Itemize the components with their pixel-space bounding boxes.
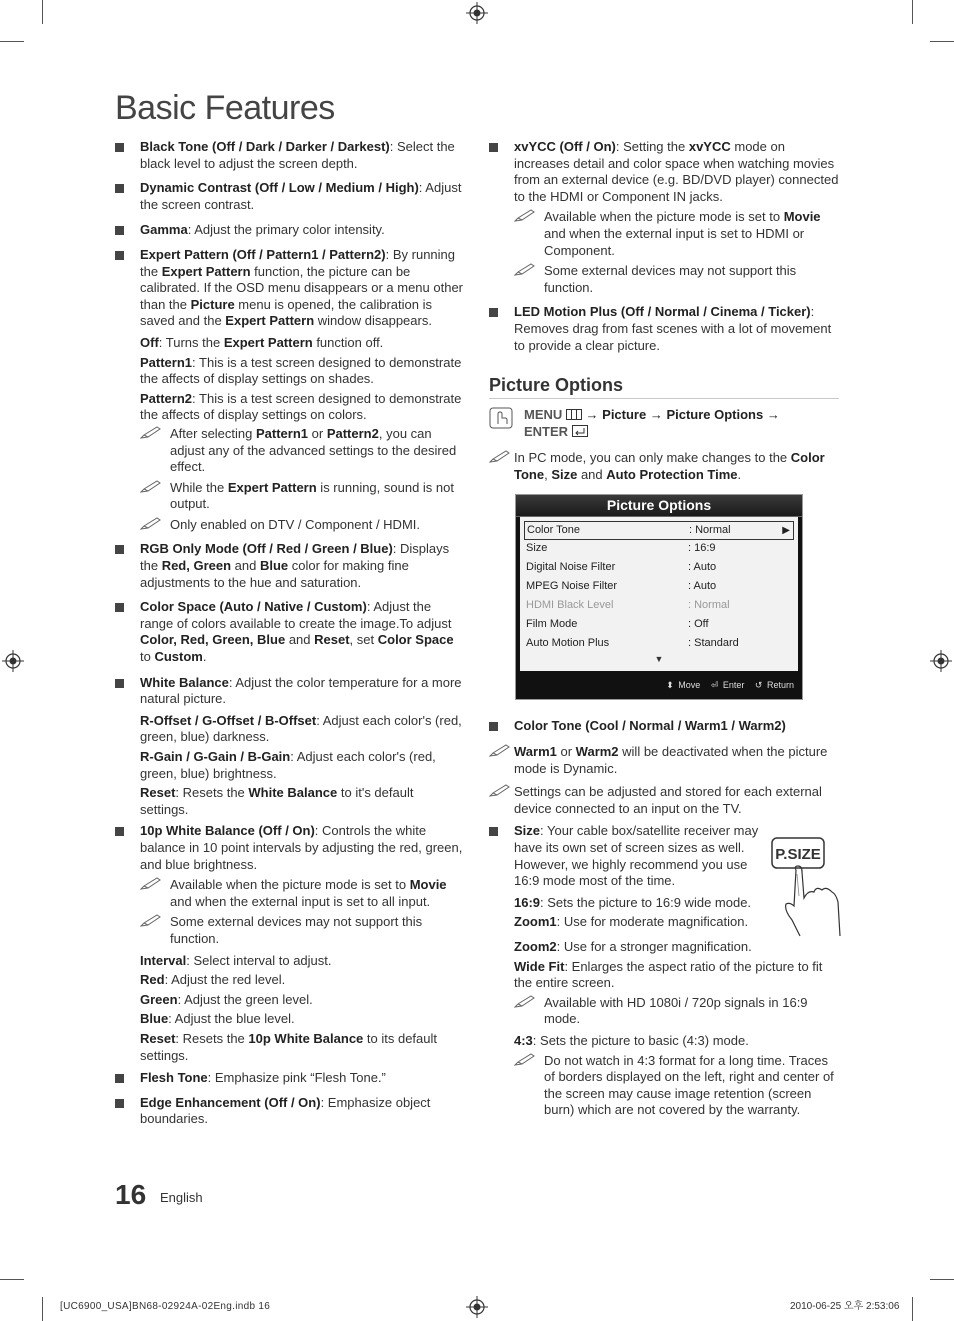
sub-item: R-Offset / G-Offset / B-Offset: Adjust each color's (red, green, blue) darkness. <box>140 712 462 745</box>
sub-item: Pattern2: This is a test screen designed to demonstrate the affects of display settings on colors. <box>140 390 462 423</box>
page-language: English <box>160 1190 203 1205</box>
sub-item: R-Gain / G-Gain / B-Gain: Adjust each color's (red, green, blue) brightness. <box>140 749 436 781</box>
osd-picture-options <box>515 494 803 700</box>
note-pencil-icon <box>514 1053 536 1067</box>
registration-mark-icon <box>466 1296 488 1318</box>
crop-mark <box>0 41 24 42</box>
note: Available when the picture mode is set to Movie and when the external input is set to all input. <box>115 877 465 910</box>
note: After selecting Pattern1 or Pattern2, you can adjust any of the advanced settings to the desired effect. <box>115 426 465 476</box>
sub-item: Zoom2: Use for a stronger magnification. <box>514 939 752 955</box>
right-column <box>489 139 839 1123</box>
menu-icon <box>566 409 582 420</box>
scroll-down-arrow-icon[interactable]: ▼ <box>654 653 664 664</box>
section-title: Picture Options <box>489 374 839 399</box>
list-item: xvYCC (Off / On): Setting the xvYCC mode on increases detail and color space when watching movies from an external device (e.g. BD/DVD player) connected to the HDMI or Component IN jacks. <box>489 139 839 205</box>
list-item: Dynamic Contrast (Off / Low / Medium / High): Adjust the screen contrast. <box>115 180 465 213</box>
sub-item: Off: Turns the Expert Pattern function off. <box>140 334 384 350</box>
note: Do not watch in 4:3 format for a long time. Traces of borders displayed on the left, right and center of the screen may cause image retention (screen burn) which are not covered by the warranty. <box>489 1053 839 1119</box>
crop-mark <box>930 41 954 42</box>
list-item: Black Tone (Off / Dark / Darker / Darkest): Select the black level to adjust the screen depth. <box>115 139 465 172</box>
list-item: RGB Only Mode (Off / Red / Green / Blue): Displays the Red, Green and Blue color for making fine adjustments to the hue and saturation. <box>115 541 465 591</box>
note-pencil-icon <box>489 784 511 798</box>
timestamp: 2010-06-25 오후 2:53:06 <box>790 1301 900 1312</box>
osd-row-auto-motion-plus[interactable]: Auto Motion Plus : Standard <box>526 636 739 649</box>
osd-title: Picture Options <box>516 495 802 517</box>
registration-mark-icon <box>466 2 488 24</box>
list-item: Expert Pattern (Off / Pattern1 / Pattern2): By running the Expert Pattern function, the picture can be calibrated. If the OSD menu disappears or a menu other than the Picture menu is opened, the calibration is saved and the Expert Pattern window disappears. <box>115 247 465 330</box>
note: Some external devices may not support this function. <box>489 263 839 296</box>
crop-mark <box>42 0 43 24</box>
sub-item: Blue: Adjust the blue level. <box>140 1011 295 1027</box>
note-pencil-icon <box>140 877 162 891</box>
registration-mark-icon <box>930 650 952 672</box>
crop-mark <box>912 1297 913 1321</box>
note: Only enabled on DTV / Component / HDMI. <box>115 517 465 534</box>
note: Warm1 or Warm2 will be deactivated when the picture mode is Dynamic. <box>489 744 839 777</box>
note: While the Expert Pattern is running, sound is not output. <box>115 480 465 513</box>
menu-path: MENU → Picture → Picture Options → ENTER <box>489 407 839 440</box>
crop-mark <box>42 1297 43 1321</box>
osd-row-color-tone[interactable]: Color Tone : Normal ▶ <box>524 521 794 540</box>
move-icon: ⬍ <box>666 679 674 690</box>
note-pencil-icon <box>140 426 162 440</box>
list-item: Color Tone (Cool / Normal / Warm1 / Warm2) <box>489 718 839 735</box>
return-icon: ↺ <box>754 679 763 690</box>
sub-item: Wide Fit: Enlarges the aspect ratio of the picture to fit the entire screen. <box>514 958 823 991</box>
note-pencil-icon <box>489 744 511 758</box>
osd-row-film-mode[interactable]: Film Mode : Off <box>526 617 709 630</box>
osd-footer: ⬍ Move ⏎ Enter ↺ Return <box>666 679 794 690</box>
sub-item: Green: Adjust the green level. <box>140 991 313 1007</box>
registration-mark-icon <box>2 650 24 672</box>
crop-mark <box>0 1279 24 1280</box>
page-title: Basic Features <box>115 89 335 127</box>
psize-label: P.SIZE <box>775 846 821 863</box>
sub-item: Interval: Select interval to adjust. <box>140 952 332 968</box>
osd-row-mpeg-noise-filter[interactable]: MPEG Noise Filter : Auto <box>526 579 717 592</box>
list-item: Gamma: Adjust the primary color intensity. <box>115 222 465 239</box>
hand-touch-icon <box>489 407 513 429</box>
list-item: Color Space (Auto / Native / Custom): Adjust the range of colors available to create the image.To adjust Color, Red, Green, Blue and Reset, set Color Space to Custom. <box>115 599 465 665</box>
list-item: Flesh Tone: Emphasize pink “Flesh Tone.” <box>115 1070 465 1087</box>
note: Available when the picture mode is set to Movie and when the external input is set to HDMI or Component. <box>489 209 839 259</box>
note-pencil-icon <box>514 995 536 1009</box>
enter-icon: ⏎ <box>710 679 719 690</box>
note-pencil-icon <box>489 450 511 464</box>
osd-row-hdmi-black-level: HDMI Black Level : Normal <box>526 598 730 611</box>
sub-item: 16:9: Sets the picture to 16:9 wide mode. <box>514 894 752 910</box>
sub-item: 4:3: Sets the picture to basic (4:3) mode. <box>514 1033 749 1048</box>
osd-row-digital-noise-filter[interactable]: Digital Noise Filter : Auto <box>526 560 717 573</box>
list-item: 10p White Balance (Off / On): Controls the white balance in 10 point intervals by adjusting the red, green, and blue brightness. <box>115 823 465 873</box>
list-item: Edge Enhancement (Off / On): Emphasize object boundaries. <box>115 1095 465 1128</box>
list-item: LED Motion Plus (Off / Normal / Cinema / Ticker): Removes drag from fast scenes with a lot of movement to provide a clear picture. <box>489 304 839 354</box>
note-pencil-icon <box>140 517 162 531</box>
page-number: 16 <box>115 1179 147 1210</box>
list-item: White Balance: Adjust the color temperature for a more natural picture. <box>115 675 465 708</box>
osd-row-size[interactable]: Size : 16:9 <box>526 541 716 554</box>
note-pencil-icon <box>140 480 162 494</box>
note: Available with HD 1080i / 720p signals in 16:9 mode. <box>489 995 839 1028</box>
remote-psize-button-icon <box>770 836 842 940</box>
sub-item: Zoom1: Use for moderate magnification. <box>514 914 749 930</box>
sub-item: Pattern1: This is a test screen designed to demonstrate the affects of display settings on shades. <box>140 354 462 387</box>
sub-item: Reset: Resets the 10p White Balance to its default settings. <box>140 1030 437 1063</box>
left-column <box>115 139 465 1136</box>
sub-item: Red: Adjust the red level. <box>140 972 286 988</box>
note: Settings can be adjusted and stored for each external device connected to an input on the TV. <box>489 784 839 817</box>
note-pencil-icon <box>140 914 162 928</box>
crop-mark <box>912 0 913 24</box>
note-pencil-icon <box>514 209 536 223</box>
note: In PC mode, you can only make changes to the Color Tone, Size and Auto Protection Time. <box>489 450 839 483</box>
note: Some external devices may not support this function. <box>115 914 465 947</box>
crop-mark <box>930 1279 954 1280</box>
sub-item: Reset: Resets the White Balance to it's default settings. <box>140 785 414 817</box>
enter-icon <box>572 425 588 437</box>
list-item: Size: Your cable box/satellite receiver may have its own set of screen sizes as well. However, we highly recommend you use 16:9 mode most of the time. <box>489 823 759 889</box>
note-pencil-icon <box>514 263 536 277</box>
osd-menu-list <box>520 517 798 671</box>
file-info: [UC6900_USA]BN68-02924A-02Eng.indb 16 <box>60 1301 271 1312</box>
right-arrow-icon: ▶ <box>782 524 790 536</box>
